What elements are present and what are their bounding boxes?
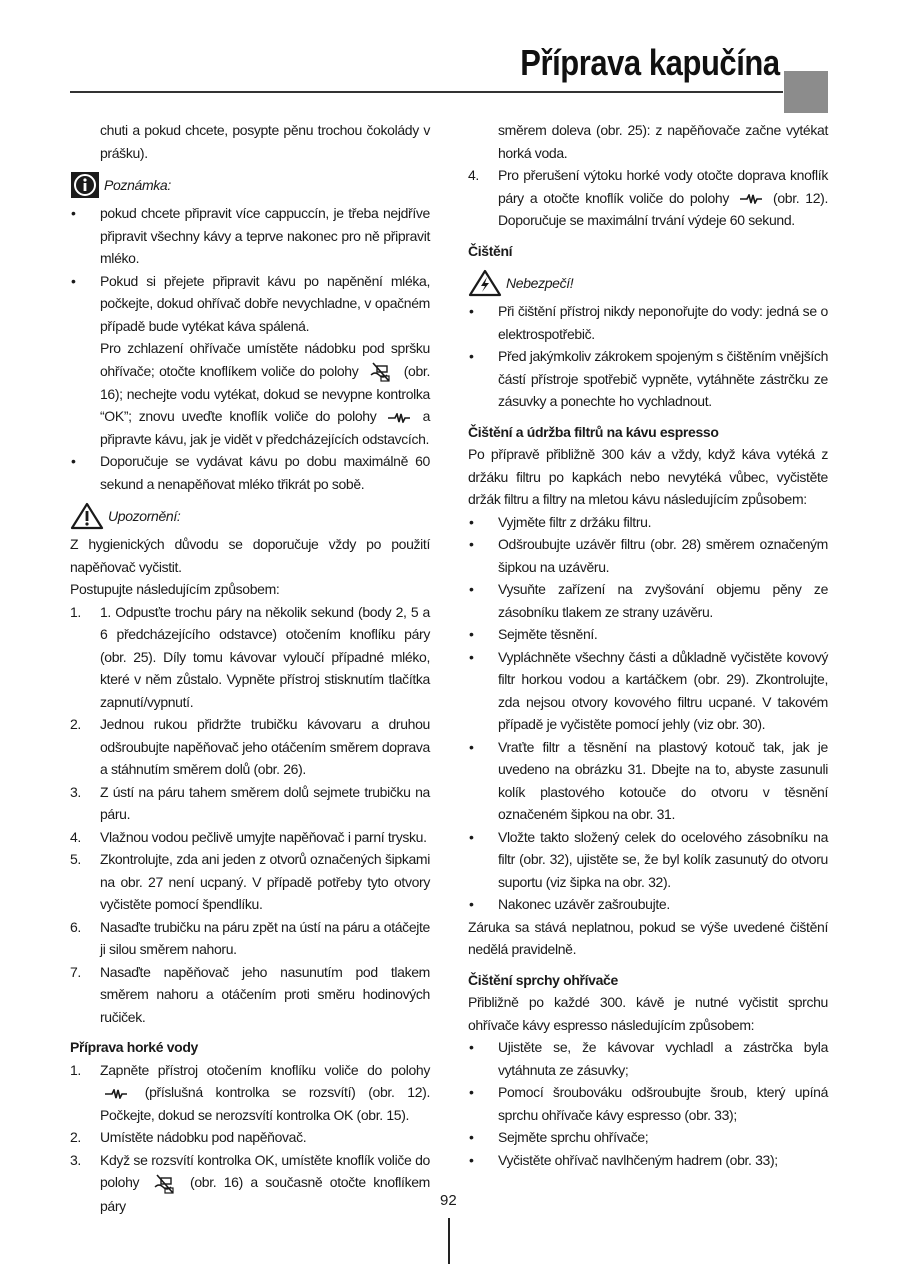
note-callout bbox=[70, 168, 430, 202]
coffee-position-symbol-icon bbox=[739, 194, 763, 204]
electric-danger-icon bbox=[468, 269, 502, 297]
intro-text: chuti a pokud chcete, posypte pěnu trochou čokolády v prášku). bbox=[100, 122, 430, 161]
shower-step: • Ujistěte se, že kávovar vychladl a zástrčka byla vytáhnuta ze zásuvky; bbox=[468, 1036, 828, 1081]
filter-step: • Vložte takto složený celek do ocelového zásobníku na filtr (obr. 32), ujistěte se, že byl kolík zasunutý do otvoru suportu (viz šipka na obr. 32). bbox=[468, 826, 828, 894]
filter-step: • Odšroubujte uzávěr filtru (obr. 28) směrem označeným šipkou na uzávěru. bbox=[468, 533, 828, 578]
hot-water-symbol-icon bbox=[151, 1173, 179, 1195]
cleaning-step: 6. Nasaďte trubičku na páru zpět na ústí na páru a otáčejte ji silou směrem nahoru. bbox=[70, 918, 430, 958]
right-column bbox=[468, 119, 828, 1171]
coffee-position-symbol-icon bbox=[104, 1089, 128, 1099]
left-column bbox=[70, 119, 430, 1217]
page-title: Příprava kapučína bbox=[520, 42, 780, 83]
cleaning-heading: Čištění bbox=[468, 242, 513, 259]
warning-icon bbox=[70, 502, 104, 530]
cooling-instructions bbox=[70, 337, 430, 450]
cleaning-step: 7. Nasaďte napěňovač jeho nasunutím pod tlakem směrem nahoru a otáčením proti směru hodinových ručiček. bbox=[70, 963, 430, 1025]
filter-heading: Čištění a údržba filtrů na kávu espresso bbox=[468, 423, 719, 440]
hot-water-heading: Příprava horké vody bbox=[70, 1039, 198, 1056]
note-item: • Doporučuje se vydávat kávu po dobu maximálně 60 sekund a nenapěňovat mléko třikrát po sobě. bbox=[70, 450, 430, 495]
cleaning-step: 3. Z ústí na páru tahem směrem dolů sejmete trubičku na páru. bbox=[70, 783, 430, 823]
shower-heading: Čištění sprchy ohřívače bbox=[468, 971, 618, 988]
danger-item: • Při čištění přístroj nikdy neponořujte do vody: jedná se o elektrospotřebič. bbox=[468, 300, 828, 345]
hot-water-step: 1. Zapněte přístroj otočením knoflíku voliče do polohy (příslušná kontrolka se rozsvítí) (obr. 12). Počkejte, dokud se nerozsvítí kontrolka OK (obr. 15). bbox=[70, 1061, 430, 1123]
filter-step: • Nakonec uzávěr zašroubujte. bbox=[468, 893, 828, 916]
danger-item: • Před jakýmkoliv zákrokem spojeným s čištěním vnějších částí přístroje spotřebič vypněte, vytáhněte zástrčku ze zásuvky a ponechte ho vychladnout. bbox=[468, 345, 828, 413]
danger-callout bbox=[468, 266, 828, 300]
warning-callout bbox=[70, 499, 430, 533]
filter-intro: Po přípravě přibližně 300 káv a vždy, když káva vytéká z držáku filtru po kapkách nebo nevytéká vůbec, vyčistěte držák filtru a filtry na mletou kávu následujícím způsobem: bbox=[468, 446, 828, 507]
note-label: Poznámka: bbox=[104, 176, 171, 193]
note-item: • Pokud si přejete připravit kávu po napěnění mléka, počkejte, dokud ohřívač dobře nevychladne, v opačném případě bude vytékat káva spálená. bbox=[70, 270, 430, 338]
warning-label: Upozornění: bbox=[108, 508, 181, 525]
cleaning-step: 2. Jednou rukou přidržte trubičku kávovaru a druhou odšroubujte napěňovač jeho otáčením směrem doprava a stáhnutím směrem dolů (obr. 26). bbox=[70, 716, 430, 778]
cooling-text-2: (obr. 16); nechejte vodu vytékat, dokud se nevypne kontrolka “OK”; znovu uveďte knoflík voliče do polohy bbox=[100, 362, 430, 425]
filter-step: • Sejměte těsnění. bbox=[468, 623, 828, 646]
page-number: 92 bbox=[440, 1192, 457, 1209]
filter-step: • Vypláchněte všechny části a důkladně vyčistěte kovový filtr horkou vodou a kartáčkem (obr. 29). Zkontrolujte, zda nejsou otvory kovového filtru ucpané. V takovém případě je vyčistěte pomocí jehly (viz obr. 30). bbox=[468, 646, 828, 736]
shower-step: • Pomocí šroubováku odšroubujte šroub, který upíná sprchu ohřívače kávy espresso (obr. 33); bbox=[468, 1081, 828, 1126]
coffee-position-symbol-icon bbox=[387, 413, 411, 423]
filter-step: • Vraťte filtr a těsnění na plastový kotouč tak, jak je uvedeno na obrázku 31. Dbejte na to, abyste zasunuli kolík plastového kotouče do otvoru v těsnění označeném šipkou na obr. 31. bbox=[468, 736, 828, 826]
header-rule bbox=[70, 91, 783, 93]
filter-step: • Vysuňte zařízení na zvyšování objemu pěny ze zásobníku tlakem ze strany uzávěru. bbox=[468, 578, 828, 623]
info-icon bbox=[70, 171, 100, 199]
footer-rule bbox=[448, 1218, 450, 1264]
header-accent-block bbox=[784, 71, 828, 113]
hygiene-text: Z hygienických důvodu se doporučuje vždy po použití napěňovač vyčistit. bbox=[70, 536, 430, 575]
warranty-text: Záruka sa stává neplatnou, pokud se výše uvedené čištění nedělá pravidelně. bbox=[468, 918, 828, 957]
filter-step: • Vyjměte filtr z držáku filtru. bbox=[468, 511, 828, 534]
hot-water-step: 2. Umístěte nádobku pod napěňovač. bbox=[70, 1129, 307, 1146]
continued-text: směrem doleva (obr. 25): z napěňovače začne vytékat horká voda. bbox=[498, 122, 828, 161]
proceed-text: Postupujte následujícím způsobem: bbox=[70, 581, 280, 598]
hot-water-step: 4. Pro přerušení výtoku horké vody otočte doprava knoflík páry a otočte knoflík voliče do polohy (obr. 12). Doporučuje se maximální trvání výdeje 60 sekund. bbox=[468, 167, 828, 228]
cooling-text-3: a připravte kávu, jak je vidět v předcházejících odstavcích. bbox=[100, 408, 431, 447]
cleaning-step: 5. Zkontrolujte, zda ani jeden z otvorů označených šipkami na obr. 27 není ucpaný. V případě potřeby tyto otvory vyčistěte pomocí špendlíku. bbox=[70, 851, 430, 913]
cleaning-step: 4. Vlažnou vodou pečlivě umyjte napěňovač i parní trysku. bbox=[70, 828, 427, 845]
shower-step: • Vyčistěte ohřívač navlhčeným hadrem (obr. 33); bbox=[468, 1149, 828, 1172]
shower-step: • Sejměte sprchu ohřívače; bbox=[468, 1126, 828, 1149]
cleaning-step: 1. 1. Odpusťte trochu páry na několik sekund (body 2, 5 a 6 předcházejícího odstavce) otočením knoflíku páry (obr. 25). Díly tomu kávovar vyloučí případné mléko, které v něm zůstalo. Vypněte přístroj stisknutím tlačítka zapnutí/vypnutí. bbox=[70, 603, 430, 710]
cooling-text-1: Pro zchlazení ohřívače umístěte nádobku pod spršku ohřívače; otočte knoflíkem voliče do polohy bbox=[100, 340, 430, 379]
hot-water-symbol-icon bbox=[367, 361, 395, 383]
note-item: • pokud chcete připravit více cappuccín, je třeba nejdříve připravit všechny kávy a teprve nakonec pro ně připravit mléko. bbox=[70, 202, 430, 270]
hot-water-step: 3. Když se rozsvítí kontrolka OK, umístěte knoflík voliče do polohy (obr. 16) a současně otočte knoflíkem páry bbox=[70, 1151, 430, 1214]
danger-label: Nebezpečí! bbox=[506, 274, 574, 291]
shower-intro: Přibližně po každé 300. kávě je nutné vyčistit sprchu ohřívače kávy espresso následujícím způsobem: bbox=[468, 994, 828, 1033]
